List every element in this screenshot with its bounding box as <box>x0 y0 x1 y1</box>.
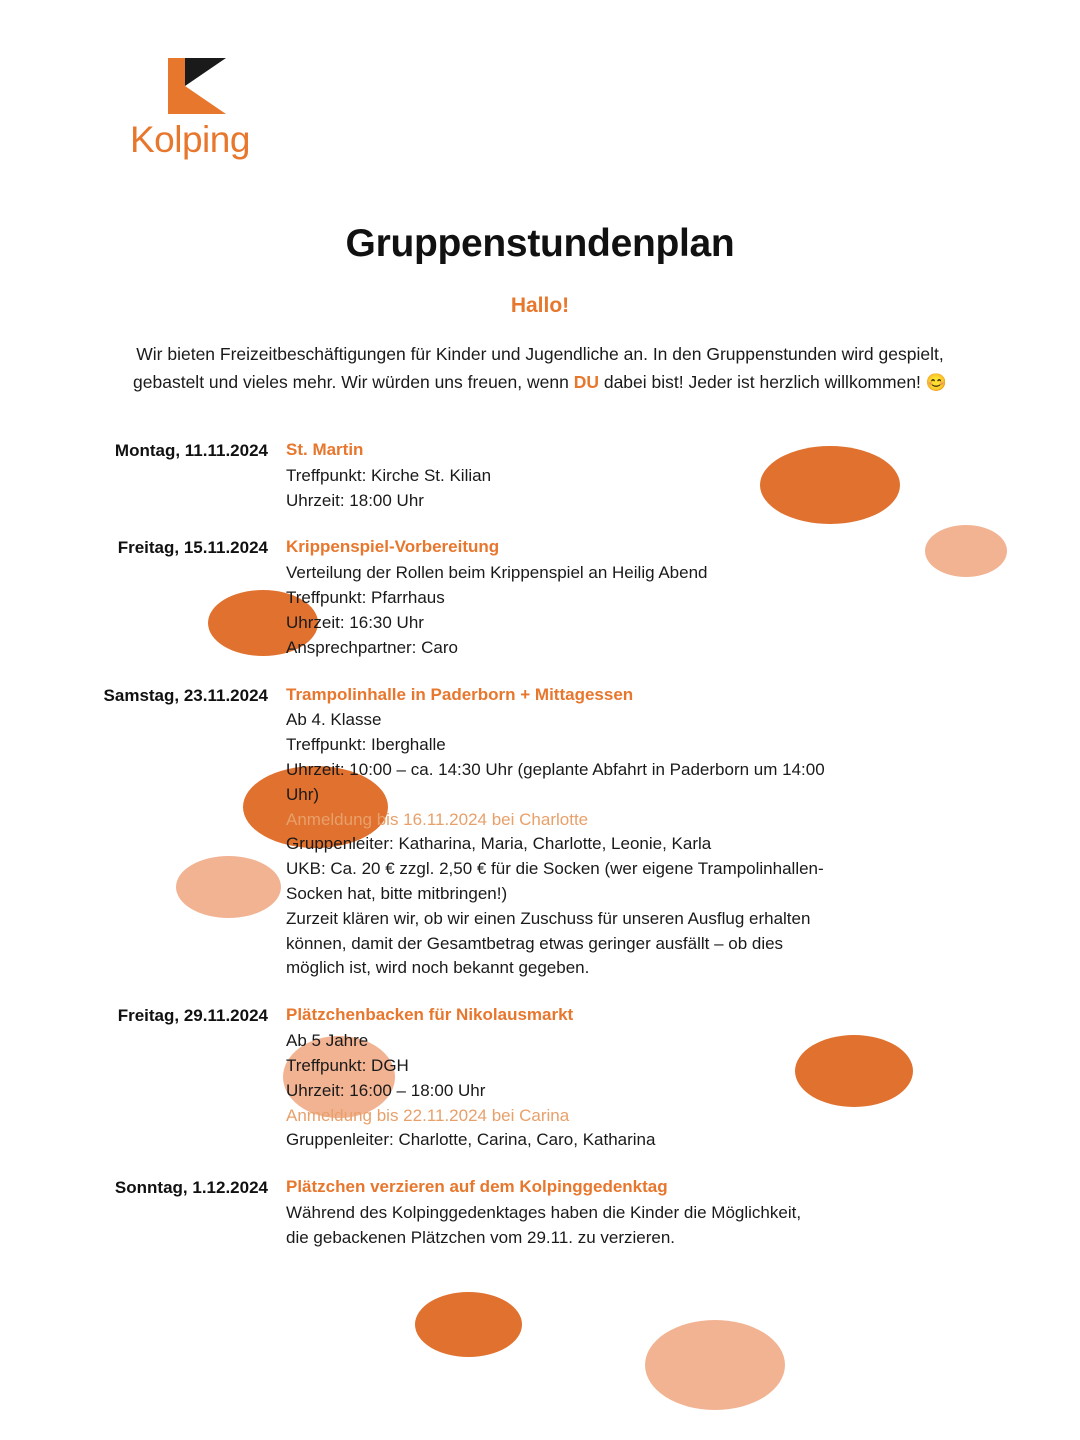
entry-detail-line: Gruppenleiter: Charlotte, Carina, Caro, Katharina <box>286 1130 656 1150</box>
entry-detail-line: Ansprechpartner: Caro <box>286 637 458 657</box>
entry-detail-line: Treffpunkt: Pfarrhaus <box>286 588 445 608</box>
logo-wordmark: Kolping <box>130 119 250 160</box>
entry-date: Sonntag, 1.12.2024 <box>114 1178 268 1198</box>
entry-date: Samstag, 23.11.2024 <box>103 685 268 705</box>
schedule-entry <box>0 438 1080 513</box>
schedule-entry <box>0 683 1080 982</box>
entry-signup-note: Anmeldung bis 22.11.2024 bei Carina <box>286 1105 570 1125</box>
schedule-list <box>0 438 1080 1273</box>
entry-date: Montag, 11.11.2024 <box>114 441 268 460</box>
entry-date: Freitag, 15.11.2024 <box>117 538 268 558</box>
greeting-heading: Hallo! <box>510 294 570 317</box>
entry-title: St. Martin <box>286 440 364 459</box>
kolping-k-logo-icon <box>168 58 226 114</box>
entry-detail-line: Uhrzeit: 10:00 – ca. 14:30 Uhr (geplante Abfahrt in Paderborn um 14:00 Uhr) <box>286 759 825 804</box>
entry-date: Freitag, 29.11.2024 <box>117 1006 268 1026</box>
kolping-logo <box>130 58 330 161</box>
intro-line-1: Wir bieten Freizeitbeschäftigungen für Kinder und Jugendliche an. In den Gruppenstunden wird <box>136 344 874 364</box>
entry-title: Krippenspiel-Vorbereitung <box>286 537 500 557</box>
intro-line-2b: dabei bist! <box>598 372 684 393</box>
intro-line-2a: gespielt, gebastelt und vieles mehr. Wir würden uns freuen, wenn <box>133 344 944 393</box>
entry-detail-line: Uhrzeit: 16:30 Uhr <box>286 612 424 632</box>
entry-body <box>286 1175 826 1250</box>
smiling-face-icon: 😊 <box>925 373 947 393</box>
schedule-entry <box>0 1003 1080 1153</box>
entry-title: Plätzchen verzieren auf dem Kolpinggedenktag <box>286 1177 668 1197</box>
entry-detail-line: Verteilung der Rollen beim Krippenspiel an Heilig Abend <box>286 563 708 583</box>
intro-paragraph <box>108 340 972 397</box>
entry-detail-line: Gruppenleiter: Katharina, Maria, Charlotte, Leonie, Karla <box>286 834 712 854</box>
entry-body <box>286 535 826 660</box>
entry-detail-line: Treffpunkt: Iberghalle <box>286 735 446 755</box>
intro-line-3: Jeder ist herzlich willkommen! <box>688 372 926 393</box>
blob-8 <box>415 1292 522 1357</box>
schedule-entry <box>0 1175 1080 1250</box>
page-title: Gruppenstundenplan <box>345 222 735 265</box>
intro-emphasis: DU <box>573 372 599 393</box>
entry-body <box>286 683 826 982</box>
entry-title: Plätzchenbacken für Nikolausmarkt <box>286 1005 574 1025</box>
entry-detail-line: Treffpunkt: DGH <box>286 1055 409 1075</box>
entry-body <box>286 438 826 513</box>
entry-detail-line: Während des Kolpinggedenktages haben die Kinder die Möglichkeit, die gebackenen Plätzchen vom 29.11. zu verzieren. <box>286 1202 802 1247</box>
entry-detail-line: UKB: Ca. 20 € zzgl. 2,50 € für die Socken (wer eigene Trampolinhallen-Socken hat, bitte mitbringen!) <box>286 859 824 903</box>
entry-detail-line: Uhrzeit: 18:00 Uhr <box>286 490 424 510</box>
blob-9 <box>645 1320 785 1410</box>
entry-detail-line: Treffpunkt: Kirche St. Kilian <box>286 465 492 485</box>
entry-detail-line: Zurzeit klären wir, ob wir einen Zuschuss für unseren Ausflug erhalten können, damit der Gesamtbetrag etwas geringer ausfällt – ob dies möglich ist, wird noch bekannt gegeben. <box>286 908 811 978</box>
entry-detail-line: Uhrzeit: 16:00 – 18:00 Uhr <box>286 1080 486 1100</box>
entry-detail-line: Ab 4. Klasse <box>286 710 382 730</box>
entry-title: Trampolinhalle in Paderborn + Mittagessen <box>286 684 634 704</box>
entry-detail-line: Ab 5 Jahre <box>286 1031 369 1051</box>
entry-signup-note: Anmeldung bis 16.11.2024 bei Charlotte <box>286 809 589 829</box>
entry-body <box>286 1003 826 1153</box>
schedule-entry <box>0 535 1080 660</box>
